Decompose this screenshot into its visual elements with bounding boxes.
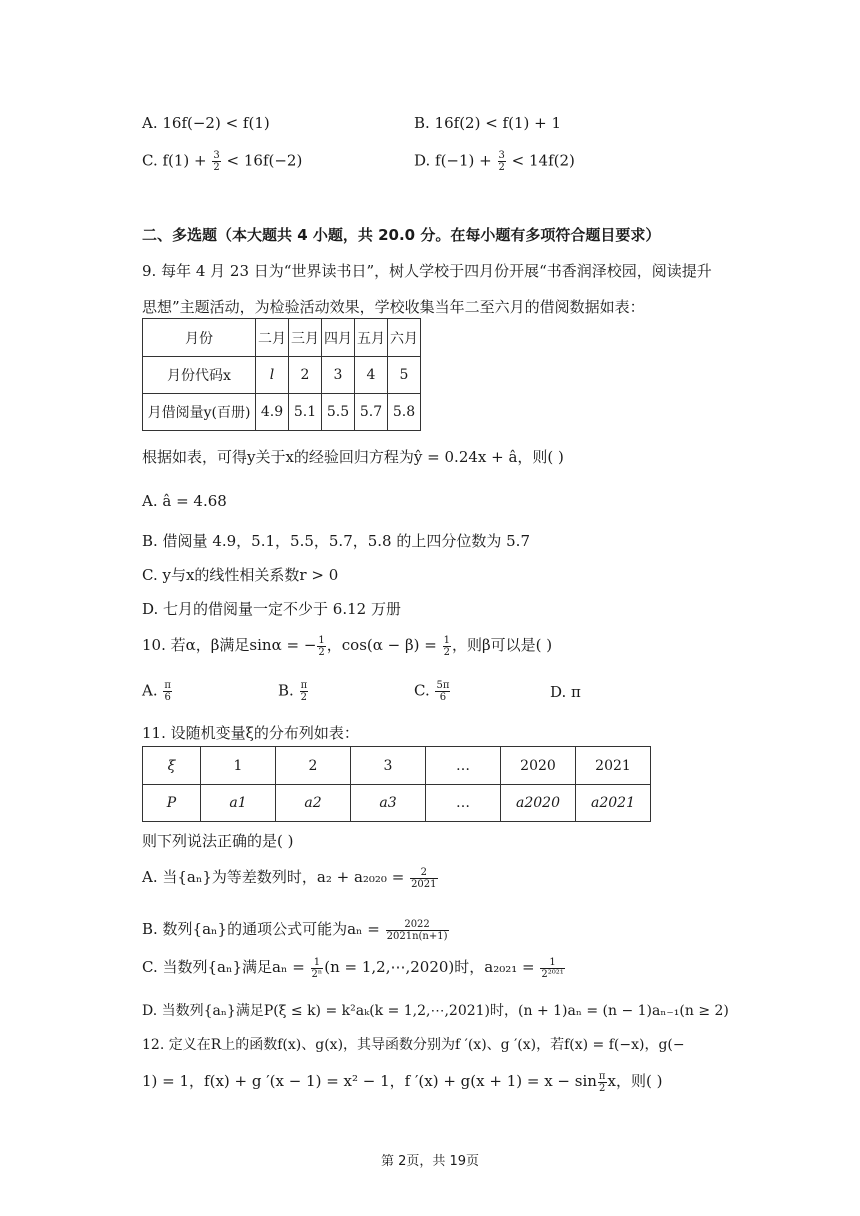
q8-option-c: C. f(1) + $\frac{3}{2}$ < 16f(−2) [142, 150, 303, 173]
q10-option-b: B. $\frac{\pi}{2}$ [278, 680, 308, 703]
q11-table-row-p: P a1 a2 a3 … a2020 a2021 [143, 785, 651, 822]
q8-option-a: A. 16f(−2) < f(1) [142, 114, 270, 132]
q11-table [142, 746, 651, 822]
q11-stem: 11. 设随机变量ξ的分布列如表： [142, 724, 359, 742]
q8-option-d: D. f(−1) + $\frac{3}{2}$ < 14f(2) [414, 150, 575, 173]
q10-stem: 10. 若α，β满足sinα = − $\frac{1}{2}$ ，cos(α − β) = $\frac{1}{2}$ ，则β可以是( ) [142, 634, 553, 658]
q11-after-table: 则下列说法正确的是( ) [142, 832, 294, 850]
q11-option-d: D. 当数列{aₙ}满足P(ξ ≤ k) = k²aₖ(k = 1,2,⋯,2021)时，(n + 1)aₙ = (n − 1)aₙ₋₁(n ≥ 2) [142, 1003, 729, 1019]
section-title: 二、多选题（本大题共 4 小题，共 20.0 分。在每小题有多项符合题目要求） [142, 226, 661, 244]
q8-option-b: B. 16f(2) < f(1) + 1 [414, 114, 561, 132]
q9-option-c: C. y与x的线性相关系数r > 0 [142, 566, 339, 584]
q10-option-c: C. $\frac{5\pi}{6}$ [414, 680, 450, 703]
q9-table [142, 318, 421, 431]
q9-stem-line2: 思想”主题活动，为检验活动效果，学校收集当年二至六月的借阅数据如表： [142, 298, 645, 316]
q9-option-a: A. â = 4.68 [142, 492, 227, 510]
q9-table-row-x: 月份代码x l 2 3 4 5 [143, 357, 421, 394]
q12-stem-line2: 1) = 1，f(x) + g ′(x − 1) = x² − 1，f ′(x) + g(x + 1) = x − sin $\frac{\pi}{2}$ x，则( ) [142, 1070, 663, 1094]
q12-stem-line1: 12. 定义在R上的函数f(x)、g(x)，其导函数分别为f ′(x)、g ′(x)，若f(x) = f(−x)，g(− [142, 1037, 685, 1053]
q9-after-table: 根据如表，可得y关于x的经验回归方程为ŷ = 0.24x + â，则( ) [142, 448, 564, 466]
q11-table-header: ξ 1 2 3 … 2020 2021 [143, 747, 651, 785]
q11-option-c: C. 当数列{aₙ}满足aₙ = $\frac{1}{\text{2ⁿ}}$ (n = 1,2,⋯,2020)时，a₂₀₂₁ = $\frac{1}{\text{2²⁰²¹}}$ [142, 956, 564, 980]
q10-option-a: A. $\frac{\pi}{6}$ [142, 680, 171, 703]
q9-table-header: 月份 二月 三月 四月 五月 六月 [143, 319, 421, 357]
q11-option-a: A. 当{aₙ}为等差数列时，a₂ + a₂₀₂₀ = $\frac{2}{2021}$ [142, 866, 437, 890]
q11-option-b: B. 数列{aₙ}的通项公式可能为aₙ = $\frac{2022}{2021n(n+1)}$ [142, 918, 448, 942]
q10-option-d: D. π [550, 683, 581, 701]
q9-option-b: B. 借阅量 4.9，5.1，5.5，5.7，5.8 的上四分位数为 5.7 [142, 532, 530, 550]
page-footer: 第 2页，共 19页 [380, 1154, 480, 1169]
q9-table-row-y: 月借阅量y(百册) 4.9 5.1 5.5 5.7 5.8 [143, 394, 421, 431]
q9-stem-line1: 9. 每年 4 月 23 日为“世界读书日”，树人学校于四月份开展“书香润泽校园，阅读提升 [142, 262, 712, 280]
q9-option-d: D. 七月的借阅量一定不少于 6.12 万册 [142, 600, 401, 618]
